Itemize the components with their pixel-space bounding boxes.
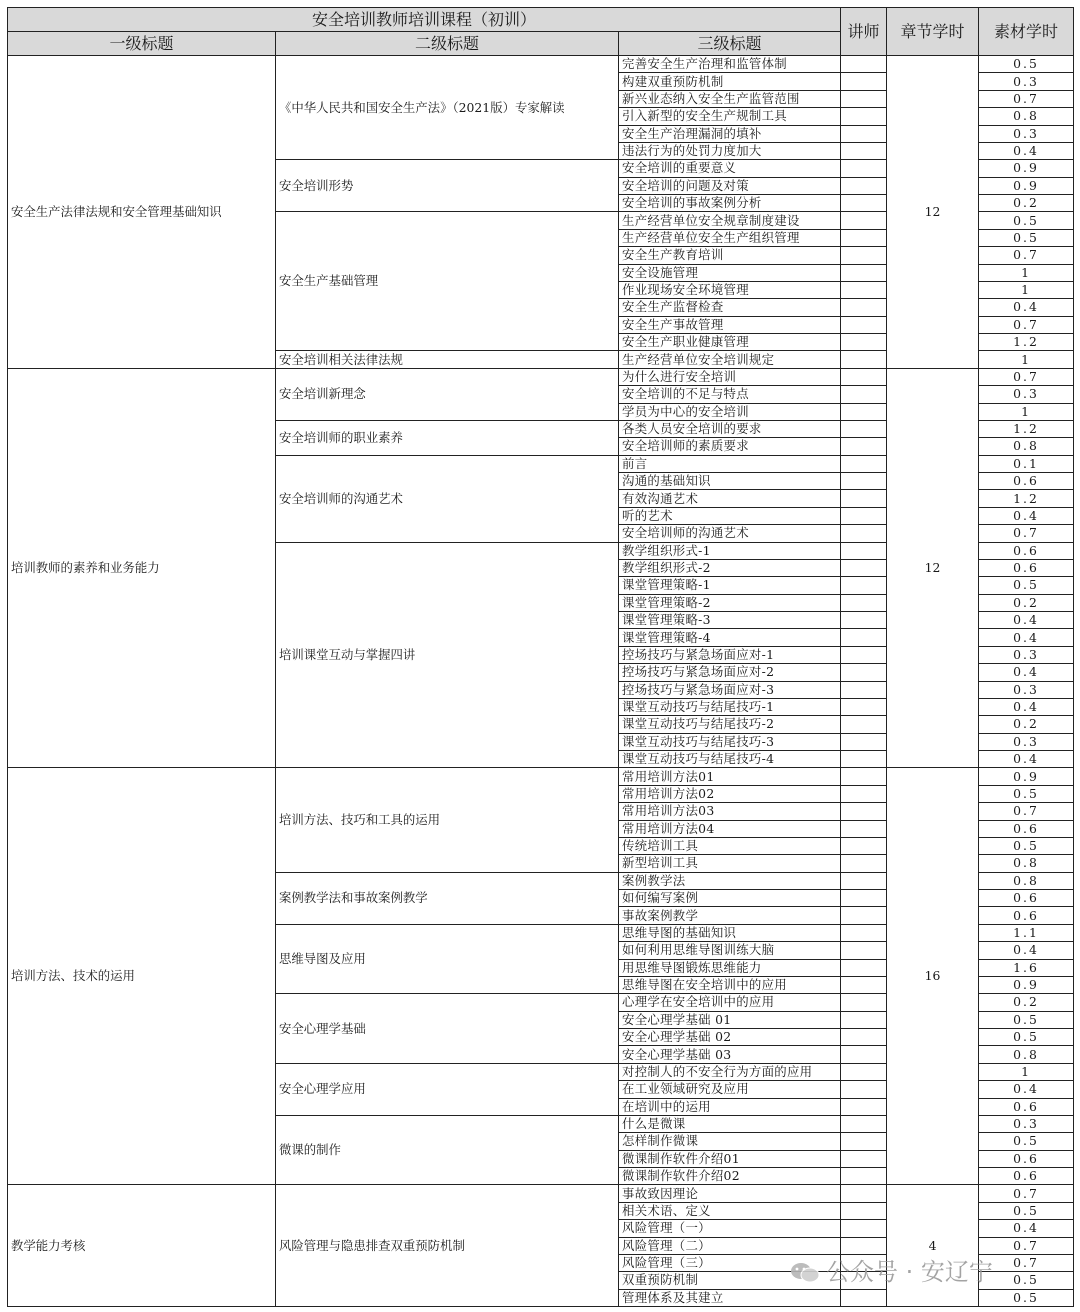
lecturer-cell [841,1133,887,1150]
level3-cell: 用思维导图锻炼思维能力 [619,959,841,976]
lecturer-cell [841,907,887,924]
table-title: 安全培训教师培训课程（初训） [8,8,841,32]
material-hours-cell: 0.9 [979,177,1074,194]
table-body [8,56,1074,1307]
material-hours-cell: 0.4 [979,299,1074,316]
level3-cell: 管理体系及其建立 [619,1289,841,1306]
material-hours-cell: 0.6 [979,473,1074,490]
material-hours-cell: 0.8 [979,1046,1074,1063]
level3-cell: 教学组织形式-1 [619,542,841,559]
material-hours-cell: 0.7 [979,1185,1074,1202]
watermark-text: 公众号 · 安辽宁 [826,1258,993,1286]
level3-cell: 课堂管理策略-3 [619,612,841,629]
lecturer-cell [841,455,887,472]
lecturer-cell [841,1081,887,1098]
material-hours-cell: 0.7 [979,803,1074,820]
lecturer-cell [841,160,887,177]
level3-cell: 控场技巧与紧急场面应对-3 [619,681,841,698]
lecturer-cell [841,716,887,733]
level3-cell: 生产经营单位安全生产组织管理 [619,229,841,246]
level3-cell: 生产经营单位安全规章制度建设 [619,212,841,229]
level3-cell: 思维导图在安全培训中的应用 [619,976,841,993]
material-hours-cell: 1.1 [979,924,1074,941]
table-row [8,368,1074,385]
material-hours-cell: 0.4 [979,1081,1074,1098]
material-hours-cell: 1.2 [979,334,1074,351]
material-hours-cell: 1 [979,264,1074,281]
material-hours-cell: 0.4 [979,942,1074,959]
lecturer-cell [841,785,887,802]
lecturer-cell [841,1063,887,1080]
level3-cell: 心理学在安全培训中的应用 [619,994,841,1011]
level3-cell: 风险管理（二） [619,1237,841,1254]
material-hours-cell: 0.8 [979,855,1074,872]
material-hours-cell: 0.2 [979,994,1074,1011]
material-hours-cell: 0.4 [979,664,1074,681]
lecturer-cell [841,1115,887,1132]
lecturer-cell [841,733,887,750]
level3-cell: 在工业领域研究及应用 [619,1081,841,1098]
level3-cell: 生产经营单位安全培训规定 [619,351,841,368]
level1-cell: 教学能力考核 [8,1185,276,1307]
lecturer-cell [841,299,887,316]
lecturer-cell [841,351,887,368]
level3-cell: 安全培训师的沟通艺术 [619,525,841,542]
lecturer-cell [841,629,887,646]
material-hours-cell: 0.5 [979,1289,1074,1306]
level3-cell: 前言 [619,455,841,472]
level2-cell: 安全培训师的沟通艺术 [276,455,619,542]
level3-cell: 控场技巧与紧急场面应对-2 [619,664,841,681]
material-hours-cell: 0.5 [979,229,1074,246]
material-hours-cell: 0.4 [979,1220,1074,1237]
level3-cell: 课堂互动技巧与结尾技巧-1 [619,698,841,715]
lecturer-cell [841,490,887,507]
table-row [8,56,1074,73]
chapter-hours-cell: 4 [887,1185,979,1307]
level3-cell: 为什么进行安全培训 [619,368,841,385]
material-hours-cell: 0.7 [979,90,1074,107]
level1-cell: 培训方法、技术的运用 [8,768,276,1185]
level3-cell: 安全心理学基础 01 [619,1011,841,1028]
lecturer-cell [841,473,887,490]
material-hours-cell: 0.3 [979,73,1074,90]
level2-cell: 安全培训形势 [276,160,619,212]
lecturer-cell [841,1289,887,1306]
lecturer-cell [841,386,887,403]
lecturer-cell [841,542,887,559]
level2-cell: 培训课堂互动与掌握四讲 [276,542,619,768]
level2-cell: 安全心理学基础 [276,994,619,1064]
level3-header: 三级标题 [619,32,841,56]
material-hours-cell: 0.9 [979,160,1074,177]
lecturer-cell [841,247,887,264]
level3-cell: 风险管理（一） [619,1220,841,1237]
material-hours-header: 素材学时 [979,8,1074,56]
material-hours-cell: 0.6 [979,1098,1074,1115]
level3-cell: 怎样制作微课 [619,1133,841,1150]
level3-cell: 引入新型的安全生产规制工具 [619,108,841,125]
lecturer-cell [841,698,887,715]
material-hours-cell: 0.5 [979,1011,1074,1028]
level2-cell: 微课的制作 [276,1115,619,1185]
material-hours-cell: 0.3 [979,681,1074,698]
lecturer-cell [841,1046,887,1063]
level3-cell: 常用培训方法03 [619,803,841,820]
level3-cell: 新型培训工具 [619,855,841,872]
material-hours-cell: 0.7 [979,1254,1074,1271]
level3-cell: 有效沟通艺术 [619,490,841,507]
level1-cell: 培训教师的素养和业务能力 [8,368,276,768]
material-hours-cell: 0.5 [979,1029,1074,1046]
level3-cell: 双重预防机制 [619,1272,841,1289]
material-hours-cell: 0.8 [979,438,1074,455]
level3-cell: 在培训中的运用 [619,1098,841,1115]
level3-cell: 作业现场安全环境管理 [619,281,841,298]
level2-cell: 案例教学法和事故案例教学 [276,872,619,924]
material-hours-cell: 0.5 [979,56,1074,73]
lecturer-cell [841,420,887,437]
lecturer-cell [841,281,887,298]
level3-cell: 安全心理学基础 03 [619,1046,841,1063]
lecturer-cell [841,368,887,385]
material-hours-cell: 1 [979,1063,1074,1080]
material-hours-cell: 0.7 [979,316,1074,333]
material-hours-cell: 0.8 [979,872,1074,889]
level3-cell: 各类人员安全培训的要求 [619,420,841,437]
level3-cell: 安全心理学基础 02 [619,1029,841,1046]
level3-cell: 对控制人的不安全行为方面的应用 [619,1063,841,1080]
level2-cell: 培训方法、技巧和工具的运用 [276,768,619,872]
material-hours-cell: 0.6 [979,559,1074,576]
material-hours-cell: 0.6 [979,890,1074,907]
material-hours-cell: 0.5 [979,1133,1074,1150]
level3-cell: 课堂管理策略-1 [619,577,841,594]
lecturer-cell [841,507,887,524]
material-hours-cell: 1.2 [979,490,1074,507]
level3-cell: 安全生产教育培训 [619,247,841,264]
level3-cell: 安全培训的事故案例分析 [619,195,841,212]
lecturer-cell [841,438,887,455]
level3-cell: 安全设施管理 [619,264,841,281]
level3-cell: 微课制作软件介绍02 [619,1168,841,1185]
material-hours-cell: 0.6 [979,1150,1074,1167]
level1-cell: 安全生产法律法规和安全管理基础知识 [8,56,276,369]
lecturer-cell [841,108,887,125]
material-hours-cell: 0.2 [979,195,1074,212]
lecturer-cell [841,924,887,941]
material-hours-cell: 0.4 [979,142,1074,159]
material-hours-cell: 0.5 [979,1202,1074,1219]
level3-cell: 什么是微课 [619,1115,841,1132]
lecturer-cell [841,872,887,889]
lecturer-cell [841,1098,887,1115]
lecturer-cell [841,594,887,611]
material-hours-cell: 0.4 [979,751,1074,768]
level3-cell: 思维导图的基础知识 [619,924,841,941]
level2-cell: 风险管理与隐患排查双重预防机制 [276,1185,619,1307]
material-hours-cell: 0.4 [979,507,1074,524]
lecturer-cell [841,90,887,107]
lecturer-cell [841,142,887,159]
level3-cell: 事故致因理论 [619,1185,841,1202]
material-hours-cell: 0.9 [979,768,1074,785]
lecturer-cell [841,890,887,907]
material-hours-cell: 0.4 [979,698,1074,715]
table-row [8,768,1074,785]
chapter-hours-cell: 12 [887,368,979,768]
level3-cell: 新兴业态纳入安全生产监管范围 [619,90,841,107]
lecturer-cell [841,976,887,993]
lecturer-cell [841,820,887,837]
lecturer-cell [841,403,887,420]
level2-cell: 安全心理学应用 [276,1063,619,1115]
lecturer-cell [841,559,887,576]
level2-cell: 思维导图及应用 [276,924,619,994]
material-hours-cell: 0.9 [979,976,1074,993]
lecturer-header: 讲师 [841,8,887,56]
lecturer-cell [841,1202,887,1219]
material-hours-cell: 0.7 [979,525,1074,542]
level3-cell: 构建双重预防机制 [619,73,841,90]
level3-cell: 常用培训方法01 [619,768,841,785]
material-hours-cell: 0.7 [979,368,1074,385]
lecturer-cell [841,125,887,142]
lecturer-cell [841,264,887,281]
material-hours-cell: 0.5 [979,785,1074,802]
lecturer-cell [841,212,887,229]
level3-cell: 课堂管理策略-4 [619,629,841,646]
material-hours-cell: 0.4 [979,612,1074,629]
table-row [8,1185,1074,1202]
level3-cell: 如何编写案例 [619,890,841,907]
material-hours-cell: 1 [979,281,1074,298]
lecturer-cell [841,994,887,1011]
material-hours-cell: 0.3 [979,386,1074,403]
level3-cell: 安全培训师的素质要求 [619,438,841,455]
lecturer-cell [841,1220,887,1237]
level1-header: 一级标题 [8,32,276,56]
level3-cell: 如何利用思维导图训练大脑 [619,942,841,959]
level2-cell: 《中华人民共和国安全生产法》（2021版）专家解读 [276,56,619,160]
lecturer-cell [841,855,887,872]
lecturer-cell [841,751,887,768]
level3-cell: 课堂互动技巧与结尾技巧-2 [619,716,841,733]
level3-cell: 案例教学法 [619,872,841,889]
lecturer-cell [841,664,887,681]
material-hours-cell: 0.7 [979,1237,1074,1254]
level3-cell: 风险管理（三） [619,1254,841,1271]
lecturer-cell [841,803,887,820]
lecturer-cell [841,646,887,663]
lecturer-cell [841,837,887,854]
material-hours-cell: 0.3 [979,733,1074,750]
chapter-hours-cell: 12 [887,56,979,369]
level3-cell: 控场技巧与紧急场面应对-1 [619,646,841,663]
material-hours-cell: 0.8 [979,108,1074,125]
chapter-hours-header: 章节学时 [887,8,979,56]
wechat-icon [790,1262,820,1284]
material-hours-cell: 0.6 [979,1168,1074,1185]
level3-cell: 违法行为的处罚力度加大 [619,142,841,159]
lecturer-cell [841,681,887,698]
level3-cell: 事故案例教学 [619,907,841,924]
material-hours-cell: 0.5 [979,837,1074,854]
material-hours-cell: 0.5 [979,577,1074,594]
lecturer-cell [841,1185,887,1202]
lecturer-cell [841,56,887,73]
level3-cell: 安全培训的重要意义 [619,160,841,177]
level2-header: 二级标题 [276,32,619,56]
lecturer-cell [841,942,887,959]
level3-cell: 相关术语、定义 [619,1202,841,1219]
level3-cell: 安全生产监督检查 [619,299,841,316]
level3-cell: 课堂管理策略-2 [619,594,841,611]
material-hours-cell: 0.6 [979,542,1074,559]
lecturer-cell [841,195,887,212]
material-hours-cell: 0.2 [979,716,1074,733]
level3-cell: 沟通的基础知识 [619,473,841,490]
lecturer-cell [841,73,887,90]
level3-cell: 教学组织形式-2 [619,559,841,576]
level3-cell: 听的艺术 [619,507,841,524]
material-hours-cell: 0.7 [979,247,1074,264]
course-table [7,7,1074,1307]
watermark [790,1252,993,1287]
material-hours-cell: 0.3 [979,1115,1074,1132]
level3-cell: 常用培训方法02 [619,785,841,802]
level3-cell: 安全培训的问题及对策 [619,177,841,194]
material-hours-cell: 1.6 [979,959,1074,976]
lecturer-cell [841,525,887,542]
material-hours-cell: 1.2 [979,420,1074,437]
material-hours-cell: 0.6 [979,820,1074,837]
lecturer-cell [841,1150,887,1167]
level2-cell: 安全培训师的职业素养 [276,420,619,455]
level3-cell: 完善安全生产治理和监管体制 [619,56,841,73]
material-hours-cell: 0.4 [979,629,1074,646]
lecturer-cell [841,316,887,333]
lecturer-cell [841,577,887,594]
material-hours-cell: 0.6 [979,907,1074,924]
chapter-hours-cell: 16 [887,768,979,1185]
level3-cell: 安全培训的不足与特点 [619,386,841,403]
lecturer-cell [841,768,887,785]
material-hours-cell: 1 [979,351,1074,368]
level3-cell: 课堂互动技巧与结尾技巧-4 [619,751,841,768]
level2-cell: 安全生产基础管理 [276,212,619,351]
lecturer-cell [841,959,887,976]
lecturer-cell [841,334,887,351]
lecturer-cell [841,1029,887,1046]
lecturer-cell [841,177,887,194]
level3-cell: 课堂互动技巧与结尾技巧-3 [619,733,841,750]
lecturer-cell [841,229,887,246]
level2-cell: 安全培训相关法律法规 [276,351,619,368]
material-hours-cell: 0.3 [979,125,1074,142]
level3-cell: 传统培训工具 [619,837,841,854]
lecturer-cell [841,1011,887,1028]
material-hours-cell: 0.3 [979,646,1074,663]
level3-cell: 常用培训方法04 [619,820,841,837]
level3-cell: 学员为中心的安全培训 [619,403,841,420]
lecturer-cell [841,1168,887,1185]
level3-cell: 安全生产职业健康管理 [619,334,841,351]
level3-cell: 安全生产治理漏洞的填补 [619,125,841,142]
material-hours-cell: 0.5 [979,212,1074,229]
lecturer-cell [841,612,887,629]
level2-cell: 安全培训新理念 [276,368,619,420]
level3-cell: 安全生产事故管理 [619,316,841,333]
material-hours-cell: 0.5 [979,1272,1074,1289]
level3-cell: 微课制作软件介绍01 [619,1150,841,1167]
material-hours-cell: 0.2 [979,594,1074,611]
material-hours-cell: 1 [979,403,1074,420]
material-hours-cell: 0.1 [979,455,1074,472]
